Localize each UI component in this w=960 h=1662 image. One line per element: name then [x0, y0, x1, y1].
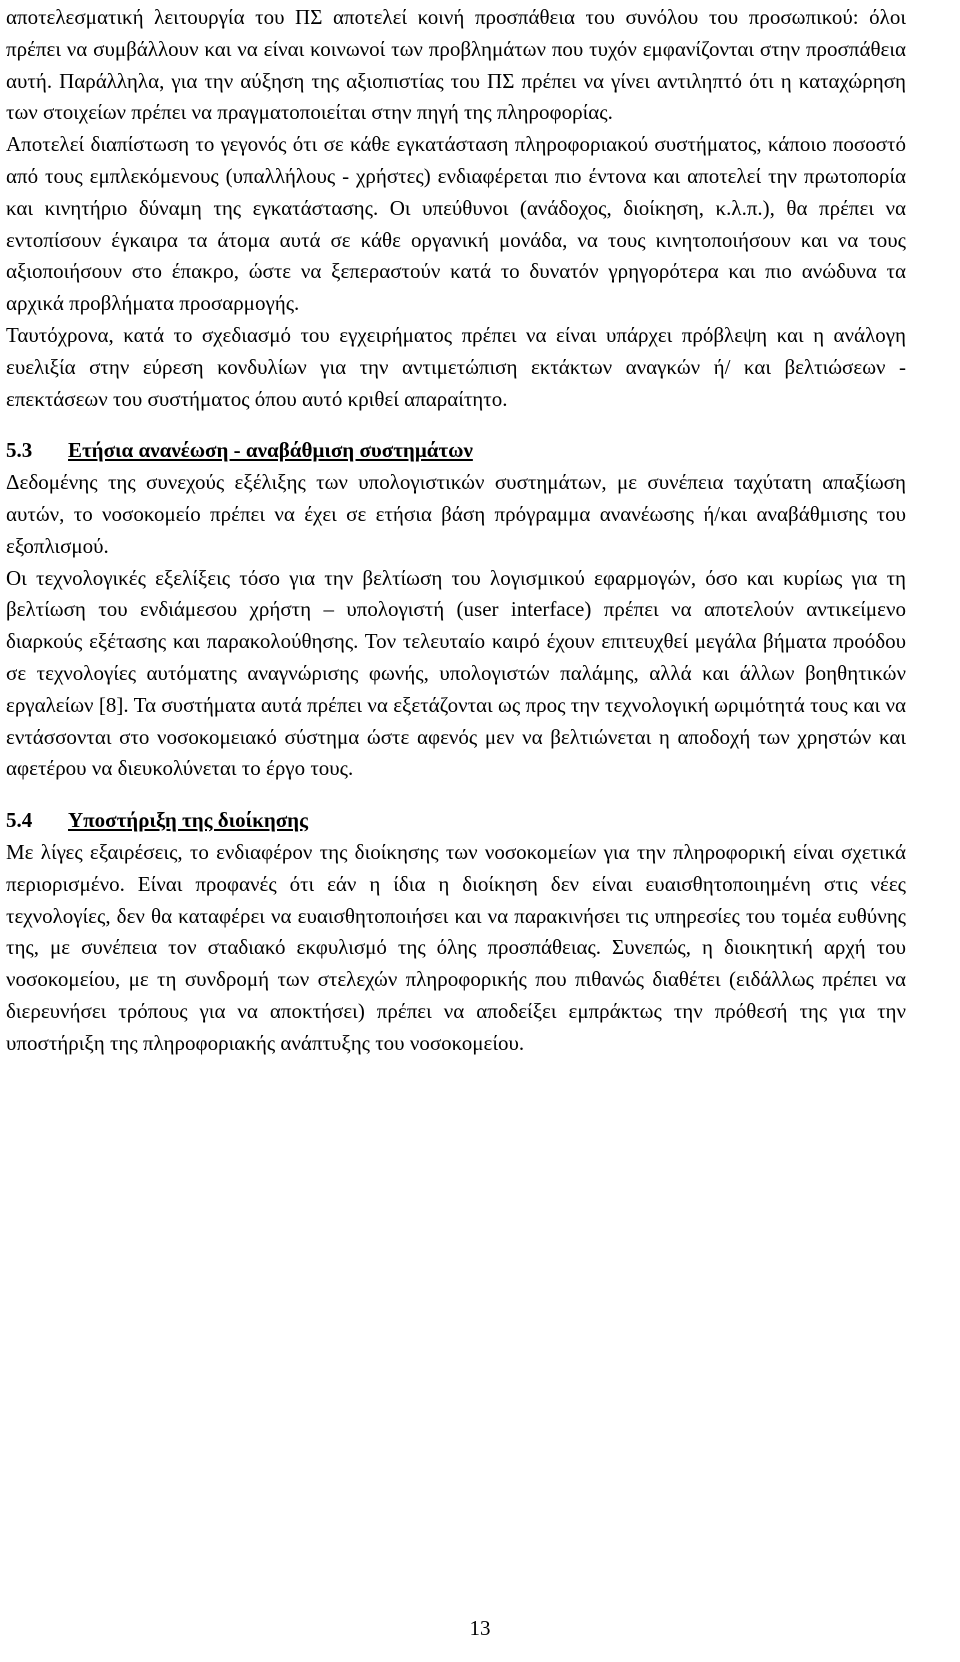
- paragraph-intro-3: Ταυτόχρονα, κατά το σχεδιασμό του εγχειρήματος πρέπει να είναι υπάρχει πρόβλεψη και η ανάλογη ευελιξία στην εύρεση κονδυλίων για την αντιμετώπιση εκτάκτων αναγκών ή/ και βελτιώσεων - επεκτάσεων του συστήματος όπου αυτό κριθεί απαραίτητο.: [6, 322, 906, 411]
- paragraph-5-3-2: Οι τεχνολογικές εξελίξεις τόσο για την βελτίωση του λογισμικού εφαρμογών, όσο και κυρίως για τη βελτίωση του ενδιάμεσου χρήστη – υπολογιστή (user interface) πρέπει να αποτελούν αντικείμενο διαρκούς εξέτασης και παρακολούθησης. Τον τελευταίο καιρό έχουν επιτευχθεί μεγάλα βήματα προόδου σε τεχνολογίες αυτόματης αναγνώρισης φωνής, υπολογιστών παλάμης, αλλά και άλλων βοηθητικών εργαλείων [8]. Τα συστήματα αυτά πρέπει να εξετάζονται ως προς την τεχνολογική ωριμότητά τους και να εντάσσονται στο νοσοκομειακό σύστημα ώστε αφενός μεν να βελτιώνεται η αποδοχή των χρηστών και αφετέρου να διευκολύνεται το έργο τους.: [6, 565, 906, 781]
- section-heading-5-3: [6, 435, 906, 467]
- section-number: 5.4: [6, 808, 33, 833]
- paragraph-intro-1: αποτελεσματική λειτουργία του ΠΣ αποτελεί κοινή προσπάθεια του συνόλου του προσωπικού: όλοι πρέπει να συμβάλλουν και να είναι κοινωνοί των προβλημάτων που τυχόν εμφανίζονται στην προσπάθεια αυτή. Παράλληλα, για την αύξηση της αξιοπιστίας του ΠΣ πρέπει να γίνει αντιληπτό ότι η καταχώρηση των στοιχείων πρέπει να πραγματοποιείται στην πηγή της πληροφορίας.: [6, 5, 906, 125]
- section-heading-5-4: [6, 805, 906, 837]
- section-title: Υποστήριξη της διοίκησης: [68, 808, 308, 833]
- page-number: 13: [469, 1616, 491, 1640]
- body-text: [6, 2, 906, 1060]
- section-number: 5.3: [6, 438, 33, 463]
- paragraph-intro-2: Αποτελεί διαπίστωση το γεγονός ότι σε κάθε εγκατάσταση πληροφοριακού συστήματος, κάποιο ποσοστό από τους εμπλεκόμενους (υπαλλήλους - χρήστες) ενδιαφέρεται πιο έντονα και αποτελεί την πρωτοπορία και κινητήριο δύναμη της εγκατάστασης. Οι υπεύθυνοι (ανάδοχος, διοίκηση, κ.λ.π.), θα πρέπει να εντοπίσουν έγκαιρα τα άτομα αυτά σε κάθε οργανική μονάδα, να τους κινητοποιήσουν και να τους αξιοποιήσουν στο έπακρο, ώστε να ξεπεραστούν κατά το δυνατόν γρηγορότερα και πιο ανώδυνα τα αρχικά προβλήματα προσαρμογής.: [6, 132, 906, 316]
- section-title: Ετήσια ανανέωση - αναβάθμιση συστημάτων: [68, 438, 473, 463]
- paragraph-5-4-1: Με λίγες εξαιρέσεις, το ενδιαφέρον της διοίκησης των νοσοκομείων για την πληροφορική είναι σχετικά περιορισμένο. Είναι προφανές ότι εάν η ίδια η διοίκηση δεν είναι ευαισθητοποιημένη στις νέες τεχνολογίες, δεν θα καταφέρει να ευαισθητοποιήσει και να παρακινήσει τις υπηρεσίες του τομέα ευθύνης της, με συνέπεια τον σταδιακό εκφυλισμό της όλης προσπάθειας. Συνεπώς, η διοικητική αρχή του νοσοκομείου, με τη συνδρομή των στελεχών πληροφορικής που πιθανώς διαθέτει (ειδάλλως πρέπει να διερευνήσει τρόπους για να αποκτήσει) πρέπει να αποδείξει εμπράκτως την πρόθεσή της για την υποστήριξη της πληροφοριακής ανάπτυξης του νοσοκομείου.: [6, 839, 906, 1055]
- paragraph-5-3-1: Δεδομένης της συνεχούς εξέλιξης των υπολογιστικών συστημάτων, με συνέπεια ταχύτατη απαξίωση αυτών, το νοσοκομείο πρέπει να έχει σε ετήσια βάση πρόγραμμα ανανέωσης ή/και αναβάθμισης του εξοπλισμού.: [6, 470, 906, 558]
